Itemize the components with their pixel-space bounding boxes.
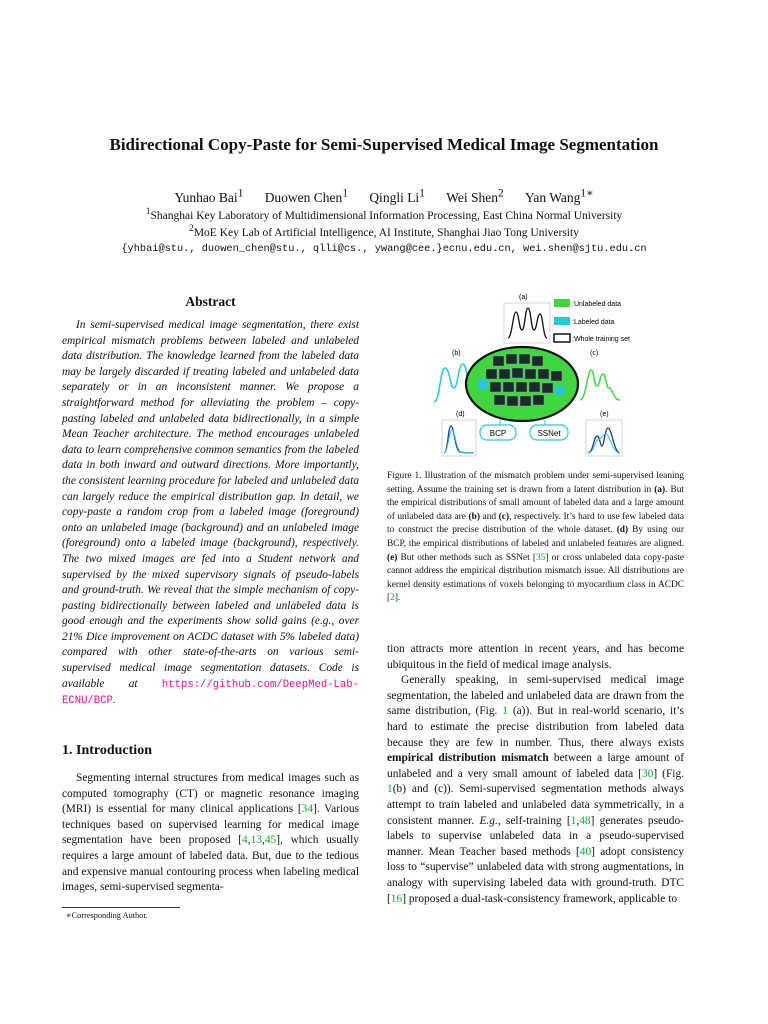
citation[interactable]: 16 (390, 892, 403, 905)
author-emails: {yhbai@stu., duowen_chen@stu., qlli@cs., ywang@cee.}ecnu.edu.cn, wei.shen@sjtu.edu.cn (121, 243, 647, 255)
panel-c-label: (c) (590, 350, 599, 357)
panel-a-label: (a) (519, 294, 528, 301)
legend-labeled-swatch (554, 317, 570, 325)
code-link[interactable]: https://github.com/DeepMed-Lab-ECNU/BCP (62, 678, 359, 708)
panel-d-label: (d) (456, 411, 465, 418)
introduction-body: Segmenting internal structures from medical images such as computed tomography (CT) or magnetic resonance imaging (MRI) is essential for many clinical applications [34]. Various techniques based on supervised learning for medical image segmentation have been proposed [4,13,45], which usually requires a large amount of labeled data. But, due to the tedious and expensive manual contouring process when labeling medical images, semi-supervised segmenta- (62, 772, 360, 894)
author: Qingli Li$^1$ (369, 187, 425, 205)
figure-ref[interactable]: 1 (387, 783, 393, 796)
ssnet-label: SSNet (537, 429, 561, 438)
panel-e-label: (e) (600, 411, 609, 418)
figure-1 (430, 290, 690, 460)
legend-whole-swatch (554, 334, 570, 342)
legend-unlabeled-label: :Unlabeled data (572, 301, 622, 308)
bcp-label: BCP (489, 429, 507, 438)
citation[interactable]: 48 (579, 814, 591, 827)
author-list (0, 186, 768, 206)
introduction-heading: 1. Introduction (62, 743, 152, 758)
citation[interactable]: 2 (390, 593, 395, 604)
author: Yunhao Bai$^1$ (174, 187, 244, 205)
legend-whole-label: :Whole training set (572, 336, 630, 343)
citation[interactable]: 34 (301, 803, 314, 816)
citation[interactable]: 1 (570, 814, 577, 827)
footnote: ∗Corresponding Author. (66, 911, 148, 920)
legend-unlabeled-swatch (554, 299, 570, 307)
citation[interactable]: 4 (242, 834, 248, 847)
panel-c-curve (580, 370, 620, 400)
paragraph: tion attracts more attention in recent years, and has become ubiquitous in the field of medical image analysis. (387, 643, 684, 671)
figure-ref[interactable]: 1 (502, 705, 508, 718)
author: Wei Shen$^2$ (446, 187, 504, 205)
panel-b-label: (b) (452, 350, 461, 357)
footnote-rule (62, 907, 180, 908)
abstract-body: In semi-supervised medical image segmentation, there exist empirical mismatch problems between labeled and unlabeled data distribution. The knowledge learned from the labeled data may be largely discarded if treating labeled and unlabeled data separately or in an inconsistent manner. We propose a straightforward method for alleviating the problem – copy-pasting labeled and unlabeled data bidirectionally, in a simple Mean Teacher architecture. The method encourages unlabeled data to learn comprehensive common semantics from the labeled data in both inward and outward directions. More importantly, the consistent learning procedure for labeled and unlabeled data can largely reduce the empirical distribution gap. In detail, we copy-paste a random crop from a labeled image (foreground) onto an unlabeled image (background) and an unlabeled image (foreground) onto a labeled image (background), respectively. The two mixed images are fed into a Student network and supervised by the mixed supervisory signals of pseudo-labels and ground-truth. We reveal that the simple mechanism of copy-pasting bidirectionally between labeled and unlabeled data is good enough and the experiments show solid gains (e.g., over 21% Dice improvement on ACDC dataset with 5% labeled data) compared with other state-of-the-arts on various semi-supervised medical image segmentation datasets. Code is available at https://github.com/DeepMed-Lab-ECNU/BCP. (62, 319, 359, 708)
author: Duowen Chen$^1$ (264, 187, 348, 205)
figure-1-caption: Figure 1. Illustration of the mismatch problem under semi-supervised leaning setting. Assume the training set is drawn from a latent distribution in (a). But the empirical distributions of small amount of labeled data and a large amount of unlabeled data are (b) and (c), respectively. It’s hard to use few labeled data to construct the precise distribution of the whole dataset. (d) By using our BCP, the empirical distributions of labeled and unlabeled features are aligned. (e) But other methods such as SSNet [35] or cross unlabeled data copy-paste cannot address the empirical distribution mismatch issue. All distributions are kernel density estimations of voxels belonging to myocardium class in ACDC [2]. (387, 471, 685, 604)
affiliation-1: $^1$Shanghai Key Laboratory of Multidimensional Information Processing, East China Normal University (145, 206, 623, 222)
legend-labeled-label: :Labeled data (572, 319, 615, 326)
citation[interactable]: 40 (579, 845, 592, 858)
author: Yan Wang$^{1∗}$ (524, 187, 594, 205)
citation[interactable]: 30 (641, 767, 654, 780)
paragraph: Generally speaking, in semi-supervised medical image segmentation, the labeled and unlabeled data are drawn from the same distribution, (Fig. 1 (a)). But in real-world scenario, it’s hard to estimate the precise distribution from labeled data because they are few in number. Thus, there always exists empirical distribution mismatch between a large amount of unlabeled and a very small amount of labeled data [30] (Fig. 1(b) and (c)). Semi-supervised segmentation methods always attempt to train labeled and unlabeled data symmetrically, in a consistent manner. E.g., self-training [1,48] generates pseudo-labels to supervise unlabeled data in a pseudo-supervised manner. Mean Teacher based methods [40] adopt consistency loss to “supervise” unlabeled data with strong augmentations, in analogy with supervising labeled data with ground-truth. DTC [16] proposed a dual-task-consistency framework, applicable to (387, 674, 684, 905)
affiliation-2: $^2$MoE Key Lab of Artificial Intelligence, AI Institute, Shanghai Jiao Tong University (189, 223, 579, 239)
citation[interactable]: 35 (536, 552, 546, 563)
citation[interactable]: 13 (250, 834, 262, 847)
abstract-heading: Abstract (185, 294, 236, 309)
paper-title: Bidirectional Copy-Paste for Semi-Supervised Medical Image Segmentation (109, 135, 659, 154)
citation[interactable]: 45 (264, 834, 277, 847)
right-column-body (387, 642, 684, 907)
